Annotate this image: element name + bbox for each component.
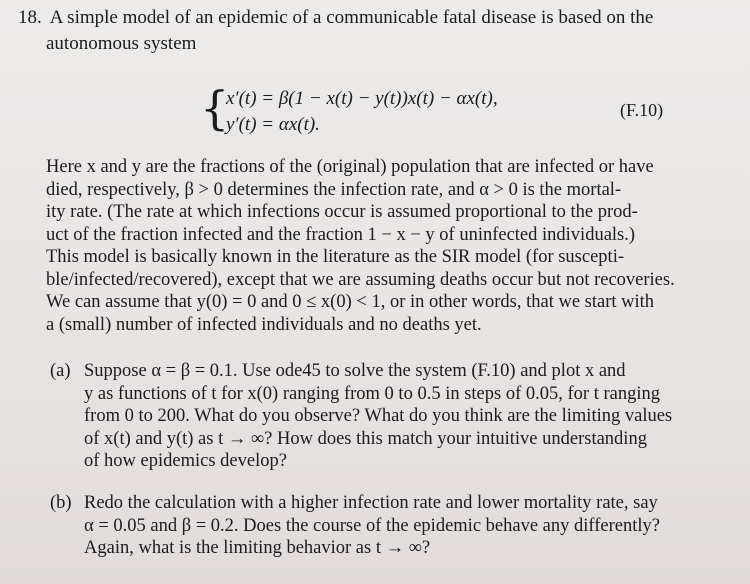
paragraph-line: This model is basically known in the literature as the SIR model (for suscepti- <box>46 247 624 267</box>
paragraph-line: ble/infected/recovered), except that we are assuming deaths occur but not recoveries. <box>46 269 675 290</box>
paragraph-line: a (small) number of infected individuals and no deaths yet. <box>46 314 482 335</box>
part-a-line: from 0 to 200. What do you observe? What do you think are the limiting values <box>84 406 673 426</box>
paragraph-line: ity rate. (The rate at which infections occur is assumed proportional to the prod- <box>46 202 638 222</box>
paragraph-line: We can assume that y(0) = 0 and 0 ≤ x(0) < 1, or in other words, that we start with <box>46 292 655 312</box>
equation-label: (F.10) <box>620 100 664 120</box>
model-description <box>46 156 726 336</box>
paragraph-line: died, respectively, β > 0 determines the infection rate, and α > 0 is the mortal- <box>46 179 622 200</box>
problem-heading <box>18 6 653 30</box>
equation-2: y′(t) = αx(t). <box>226 114 320 135</box>
left-brace: { <box>200 81 230 135</box>
part-a-label: (a) <box>50 361 71 381</box>
part-a <box>50 360 730 473</box>
part-a-line: Suppose α = β = 0.1. Use ode45 to solve the system (F.10) and plot x and <box>84 361 626 381</box>
part-b-line: α = 0.05 and β = 0.2. Does the course of the epidemic behave any differently? <box>84 515 660 536</box>
problem-intro-line-1: A simple model of an epidemic of a communicable fatal disease is based on the <box>49 7 654 28</box>
equation-1: x′(t) = β(1 − x(t) − y(t))x(t) − αx(t), <box>226 88 498 109</box>
paragraph-line: Here x and y are the fractions of the (original) population that are infected or have <box>46 157 654 177</box>
paragraph-line: uct of the fraction infected and the fraction 1 − x − y of uninfected individuals.) <box>46 224 636 245</box>
part-a-line: of how epidemics develop? <box>84 451 287 471</box>
problem-number: 18. <box>18 7 42 28</box>
part-b-line: Redo the calculation with a higher infection rate and lower mortality rate, say <box>84 493 658 513</box>
equation-system <box>200 81 720 138</box>
problem-intro-line-2: autonomous system <box>46 33 197 54</box>
part-a-line: of x(t) and y(t) as t → ∞? How does this match your intuitive understanding <box>84 428 647 449</box>
part-b-line: Again, what is the limiting behavior as t → ∞? <box>84 538 431 558</box>
part-b-label: (b) <box>50 493 72 513</box>
part-b <box>50 492 730 560</box>
part-a-line: y as functions of t for x(0) ranging from 0 to 0.5 in steps of 0.05, for t ranging <box>84 383 660 404</box>
